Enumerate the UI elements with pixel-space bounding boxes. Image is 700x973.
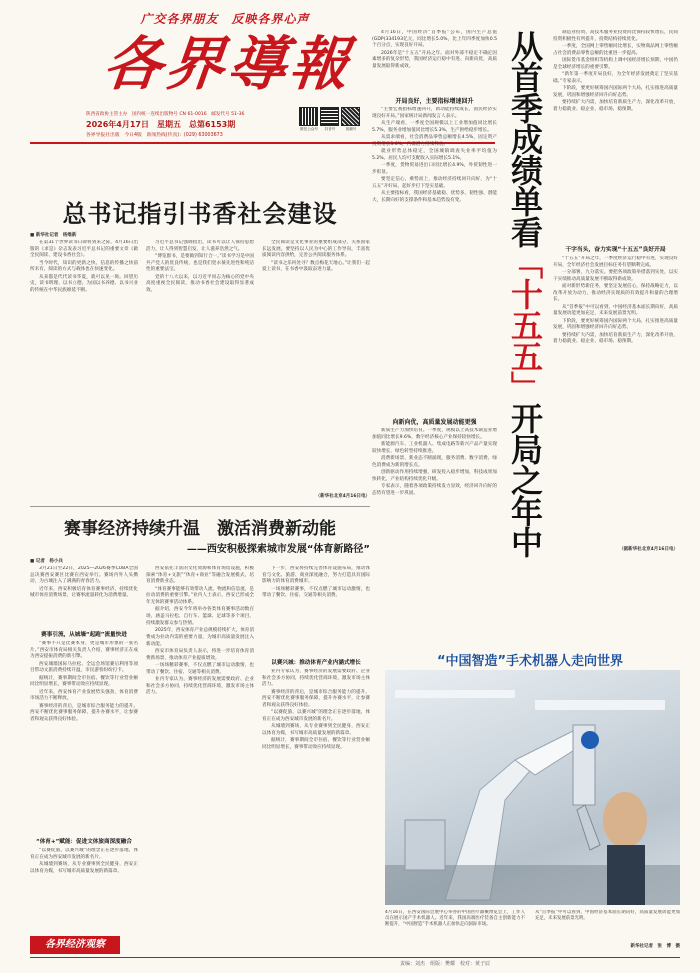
lead-byline-text: 新华社记者 杨维新 [35, 233, 77, 238]
lead-col-3: 全民阅读是文化事业的重要组成部分，关系国家长远发展。要坚持以人民为中心的工作导向，丰富优质阅读内容供给，完善公共阅读服务体系。 “读书之乐何处寻？数点梅花天地心。”让我们一起爱上读书，在书香中汲取奋进力量。 [262, 240, 370, 273]
vertical-text-b: “十五五”开局之年，一季度经济运行稳中有进，实现良好开局，全年经济社会发展目标任务有望顺利完成。 一分部署，九分落实。要把各项政策举措落到实处，以实干实绩推动高质量发展不断取得新成效。 面对新形势新任务，要坚定发展信心，保持战略定力，以改革开放为动力，推动经济实现质的有效提升和量的合理增长。 从“首季报”中可以看到，中国经济基本面长期向好，高质量发展动能更加充足，未来发展前景光明。 下阶段，要更好统筹国内国际两个大局，扎实推进高质量发展，巩固和增强经济回升向好态势。 要持续扩大内需，加快培育新质生产力，深化改革开放，着力稳就业、稳企业、稳市场、稳预期。 [553, 256, 678, 345]
qr-code-icon[interactable] [321, 108, 338, 125]
qr-caption: 视频号 [345, 127, 357, 131]
second-col-2 [146, 566, 254, 931]
vertical-headline-part1: 从首季成绩单看 [506, 30, 544, 247]
bullet-icon: ■ [30, 559, 36, 564]
editor-line: 责编：刘杰 组版：樊耀 校对：黄子辰 [400, 961, 491, 967]
vertical-text-a: 制造业投资、高技术服务业投资同比保持较快增长，民间投资积极性有所提升，投资结构持续优化。 一季度，全国网上零售额同比增长，实物商品网上零售额占社会消费品零售总额的比重进一步提高。 国际货币基金组织等机构上调中国经济增长预期，中国仍是全球经济增长的重要引擎。 “新年第一季度开局良好，为全年经济发展奠定了坚实基础。”专家表示。 下阶段，要更好统筹国内国际两个大局，扎实推进高质量发展，巩固和增强经济回升向好态势。 要持续扩大内需，加快培育新质生产力，深化改革开放，着力稳就业、稳企业、稳市场、稳预期。 [553, 30, 678, 112]
second-col-1-text-a: 3月21日至22日，2025—2026赛季CUBA全国总决赛西安赛区比赛在西安举行。赛场内外人头攒动，为古城注入了满满的青春活力。 近年来，西安积极培育体育赛事经济，持续优化城市体育消费场景，让赛事流量转化为消费增量。 [30, 566, 138, 599]
econ-col-1-text-a: “主要宏观指标增速回升，新动能持续成长，国民经济实现良好开局。”国家统计局新闻发言人表示。 从生产端看，一季度全国规模以上工业增加值同比增长5.7%，服务业增加值同比增长5.3%，生产供给稳步增长。 从需求端看，社会消费品零售总额增长4.5%，固定资产投资增长3.6%，内需潜力持续释放。 就业形势总体稳定，全国城镇调查失业率平均值为5.2%。居民人均可支配收入实际增长5.1%。 一季度，货物贸易进出口同比增长4.9%，外贸韧性进一步彰显。 要坚定信心，乘势而上，推动经济持续回升向好，为“十五五”开好局、起好步打下坚实基础。 从主要指标看，我国经济基础稳、优势多、韧性强、潜能大，长期向好的支撑条件和基本趋势没有变。 [372, 107, 497, 203]
lead-headline: 总书记指引书香社会建设 [62, 200, 338, 228]
qr-caption: 微信公众号 [300, 127, 318, 131]
second-section-title: “体育+”赋能：促进文体旅商深度融合 [36, 839, 132, 845]
econ-section-title: 向新向优，高质量发展动能更强 [392, 419, 477, 426]
photo-caption-text: 4月16日，在西安国际会展中心举办的中国医疗器械博览会上，工作人员在展示国产手术机器人。近年来，我国高端医疗装备自主创新能力不断提升，“中国智造”手术机器人正加快走向国际市场。 [385, 910, 525, 928]
vertical-headline-highlight: 「十五五」 [506, 247, 544, 402]
footer-divider [30, 957, 680, 958]
second-col-1-text-b: “赛事不只是比赛本身，更是城市形象的一张名片。”西安市体育局相关负责人介绍，赛事经济正在成为西安提振消费的新引擎。 西安城墙国际马拉松、全运会场馆赛后利用等项目带动文旅消费持续升温，市民游客纷纷打卡。 据统计，赛事期间全市住宿、餐饮等行业营业额同比明显增长，赛事带动效应持续显现。 近年来，西安体育产业发展势头强劲，体育消费市场活力不断释放。 赛事经济的背后，是城市综合服务能力的提升。西安不断优化赛事服务保障，提升办赛水平，让参赛者和观众获得良好体验。 [30, 641, 138, 723]
second-byline [30, 558, 150, 564]
econ-section-title: 开局良好，主要指标增速回升 [395, 98, 474, 105]
second-headline: 赛事经济持续升温 激活消费新动能 [64, 519, 336, 539]
vertical-headline [503, 30, 547, 570]
second-col-3-text-a: 下一步，西安将持续完善体育设施布局，推动体育与文化、旅游、商业深度融合，努力打造具有国际影响力的体育消费城市。 一场场精彩赛事，不仅点燃了城市运动激情，也带动了餐饮、住宿、交通等相关消费。 [262, 566, 370, 599]
second-byline-text: 记者 杨小兵 [35, 559, 63, 564]
issn-line: 陕西省政协主管主办 国内统一连续出版物号 CN 61-0016 邮发代号 51-36 [86, 112, 245, 117]
column-banner [30, 936, 120, 954]
lead-divider [30, 506, 370, 507]
column-banner-text: 各界经济观察 [45, 939, 105, 950]
second-section-title: 以赛兴城：推动体育产业内涵式增长 [271, 660, 361, 666]
second-col-3 [262, 566, 370, 931]
photo-credit: 新华社记者 张 博 摄 [630, 944, 680, 949]
vertical-section-title: 干字当头，奋力实现“十五五”良好开局 [565, 247, 666, 253]
second-col-1-text-c: “以赛促旅、以赛兴城”的理念正在逐步落地，体育正在成为西安城市发展的新名片。 从城墙到赛场，从专业赛事到全民健身，西安正以体育为媒，书写城市高质量发展的新篇章。 [30, 848, 138, 874]
vertical-footer: （据新华社北京4月16日电） [619, 547, 678, 552]
surgical-robot-photo-icon [385, 670, 680, 905]
issue-date: 2026年4月17日 星期五 总第6153期 [86, 120, 236, 129]
vertical-headline-part2: 开局之年中 [506, 402, 544, 557]
econ-intro: 4月16日，中国经济“首季报”公布，国内生产总值(GDP)334193亿元，同比增长5.0%，比上年四季度加快0.5个百分点，实现良好开局。 2026年是“十五五”开局之年。面对外部不稳定不确定因素增多的复杂形势，我国经济运行稳中有进、向新向优，高质量发展取得新成效。 [372, 30, 497, 70]
photo-caption-text-2: 从“首季报”中可以看到，中国经济基本面长期向好，高质量发展动能更加充足，未来发展前景光明。 [535, 910, 680, 922]
econ-col-1-text-b: 新质生产力加快培育。一季度，规模以上高技术制造业增加值同比增长9.6%，数字经济核心产业保持较快增长。 新能源汽车、工业机器人、集成电路等新兴产品产量实现较快增长，绿色转型持续推进。 消费新场景、新业态不断涌现，服务消费、数字消费、绿色消费成为新的增长点。 创新驱动作用持续增强，研发投入稳步增加，科技成果加快转化，产业结构持续优化升级。 专家表示，随着各项政策持续发力显效，经济回升向好的态势有望进一步巩固。 [372, 428, 497, 496]
vertical-article [553, 30, 678, 570]
qr-code-icon[interactable] [342, 108, 359, 125]
masthead-slogan: 广交各界朋友 反映各界心声 [140, 12, 310, 26]
second-section-title: 赛事引流，从城墙“起跑”流量快进 [41, 632, 127, 638]
econ-col-1 [372, 96, 497, 636]
second-subhead: ——西安积极探索城市发展“体育新路径” [186, 544, 370, 555]
second-col-2-text: 西安依托丰富的文化资源和体育场馆设施，积极探索“体育+文旅”“体育+商业”等融合发展模式，培育消费新业态。 “体育赛事能够有效带动人流、物流和信息流，是拉动消费的重要引擎。”业内人士表示，西安已形成全年无休的赛事活动体系。 据介绍，西安今年将举办各类体育赛事活动数百场，涵盖马拉松、自行车、篮球、足球等多个项目，持续激发群众参与热情。 2025年，西安体育产业总规模持续扩大，体育消费成为拉动内需的重要力量，为城市高质量发展注入新动能。 西安市体育局负责人表示，将进一步培育体育消费新场景，推动体育产业提质增效。 一场场精彩赛事，不仅点燃了城市运动激情，也带动了餐饮、住宿、交通等相关消费。 业内专家认为，赛事经济的发展需要政府、企业和社会多方协同，持续优化营商环境，激发市场主体活力。 [146, 566, 254, 696]
lead-col-1: 在第31个世界读书日即将到来之际，4月16日出版的《求是》杂志发表习近平总书记的重要文章《做全民阅读、建设书香社会》。 当今时代，知识的更新之快、信息的传播之快前所未有，阅读的方式与载体也在快速变化。 从来都是代代读书华夏，就可以见一斑。回望历史，读书明理、以书立德，为国以书养德、以书兴业的传统在中华民族绵延不断。 [30, 240, 138, 294]
masthead-title: 各界導報 [100, 30, 356, 98]
lead-footer: （新华社北京4月16日电） [315, 494, 370, 499]
lead-col-2: 习近平总书记强调指出，读书可以让人保持思想活力，让人得到智慧启发，让人滋养浩然之气。 “博览群书，是要做到知行合一。”读书学习是中国共产党人的优良传统，也是我们党永葆先进性和纯洁性的重要法宝。 党的十八大以来，以习近平同志为核心的党中央高度重视全民阅读，推动书香社会建设取得显著成效。 [146, 240, 254, 294]
qr-code-icon[interactable] [300, 108, 317, 125]
second-col-1 [30, 566, 138, 931]
second-col-3-text-b: 业内专家认为，赛事经济的发展需要政府、企业和社会多方协同，持续优化营商环境，激发市场主体活力。 赛事经济的背后，是城市综合服务能力的提升。西安不断优化赛事服务保障，提升办赛水平，让参赛者和观众获得良好体验。 “以赛促旅、以赛兴城”的理念正在逐步落地，体育正在成为西安城市发展的新名片。 从城墙到赛场，从专业赛事到全民健身，西安正以体育为媒，书写城市高质量发展的新篇章。 据统计，赛事期间全市住宿、餐饮等行业营业额同比明显增长，赛事带动效应持续显现。 [262, 669, 370, 751]
photo-caption-box [385, 910, 680, 950]
lead-byline [30, 232, 180, 238]
bullet-icon: ■ [30, 233, 36, 238]
site-line: 各界导报社出版 今日4版 新闻热线(传真)：(029) 63003673 [86, 133, 223, 138]
photo-image [385, 670, 680, 905]
qr-code-group [300, 108, 360, 138]
photo-headline: “中国智造”手术机器人走向世界 [436, 654, 624, 669]
qr-caption: 抖音号 [324, 127, 336, 131]
